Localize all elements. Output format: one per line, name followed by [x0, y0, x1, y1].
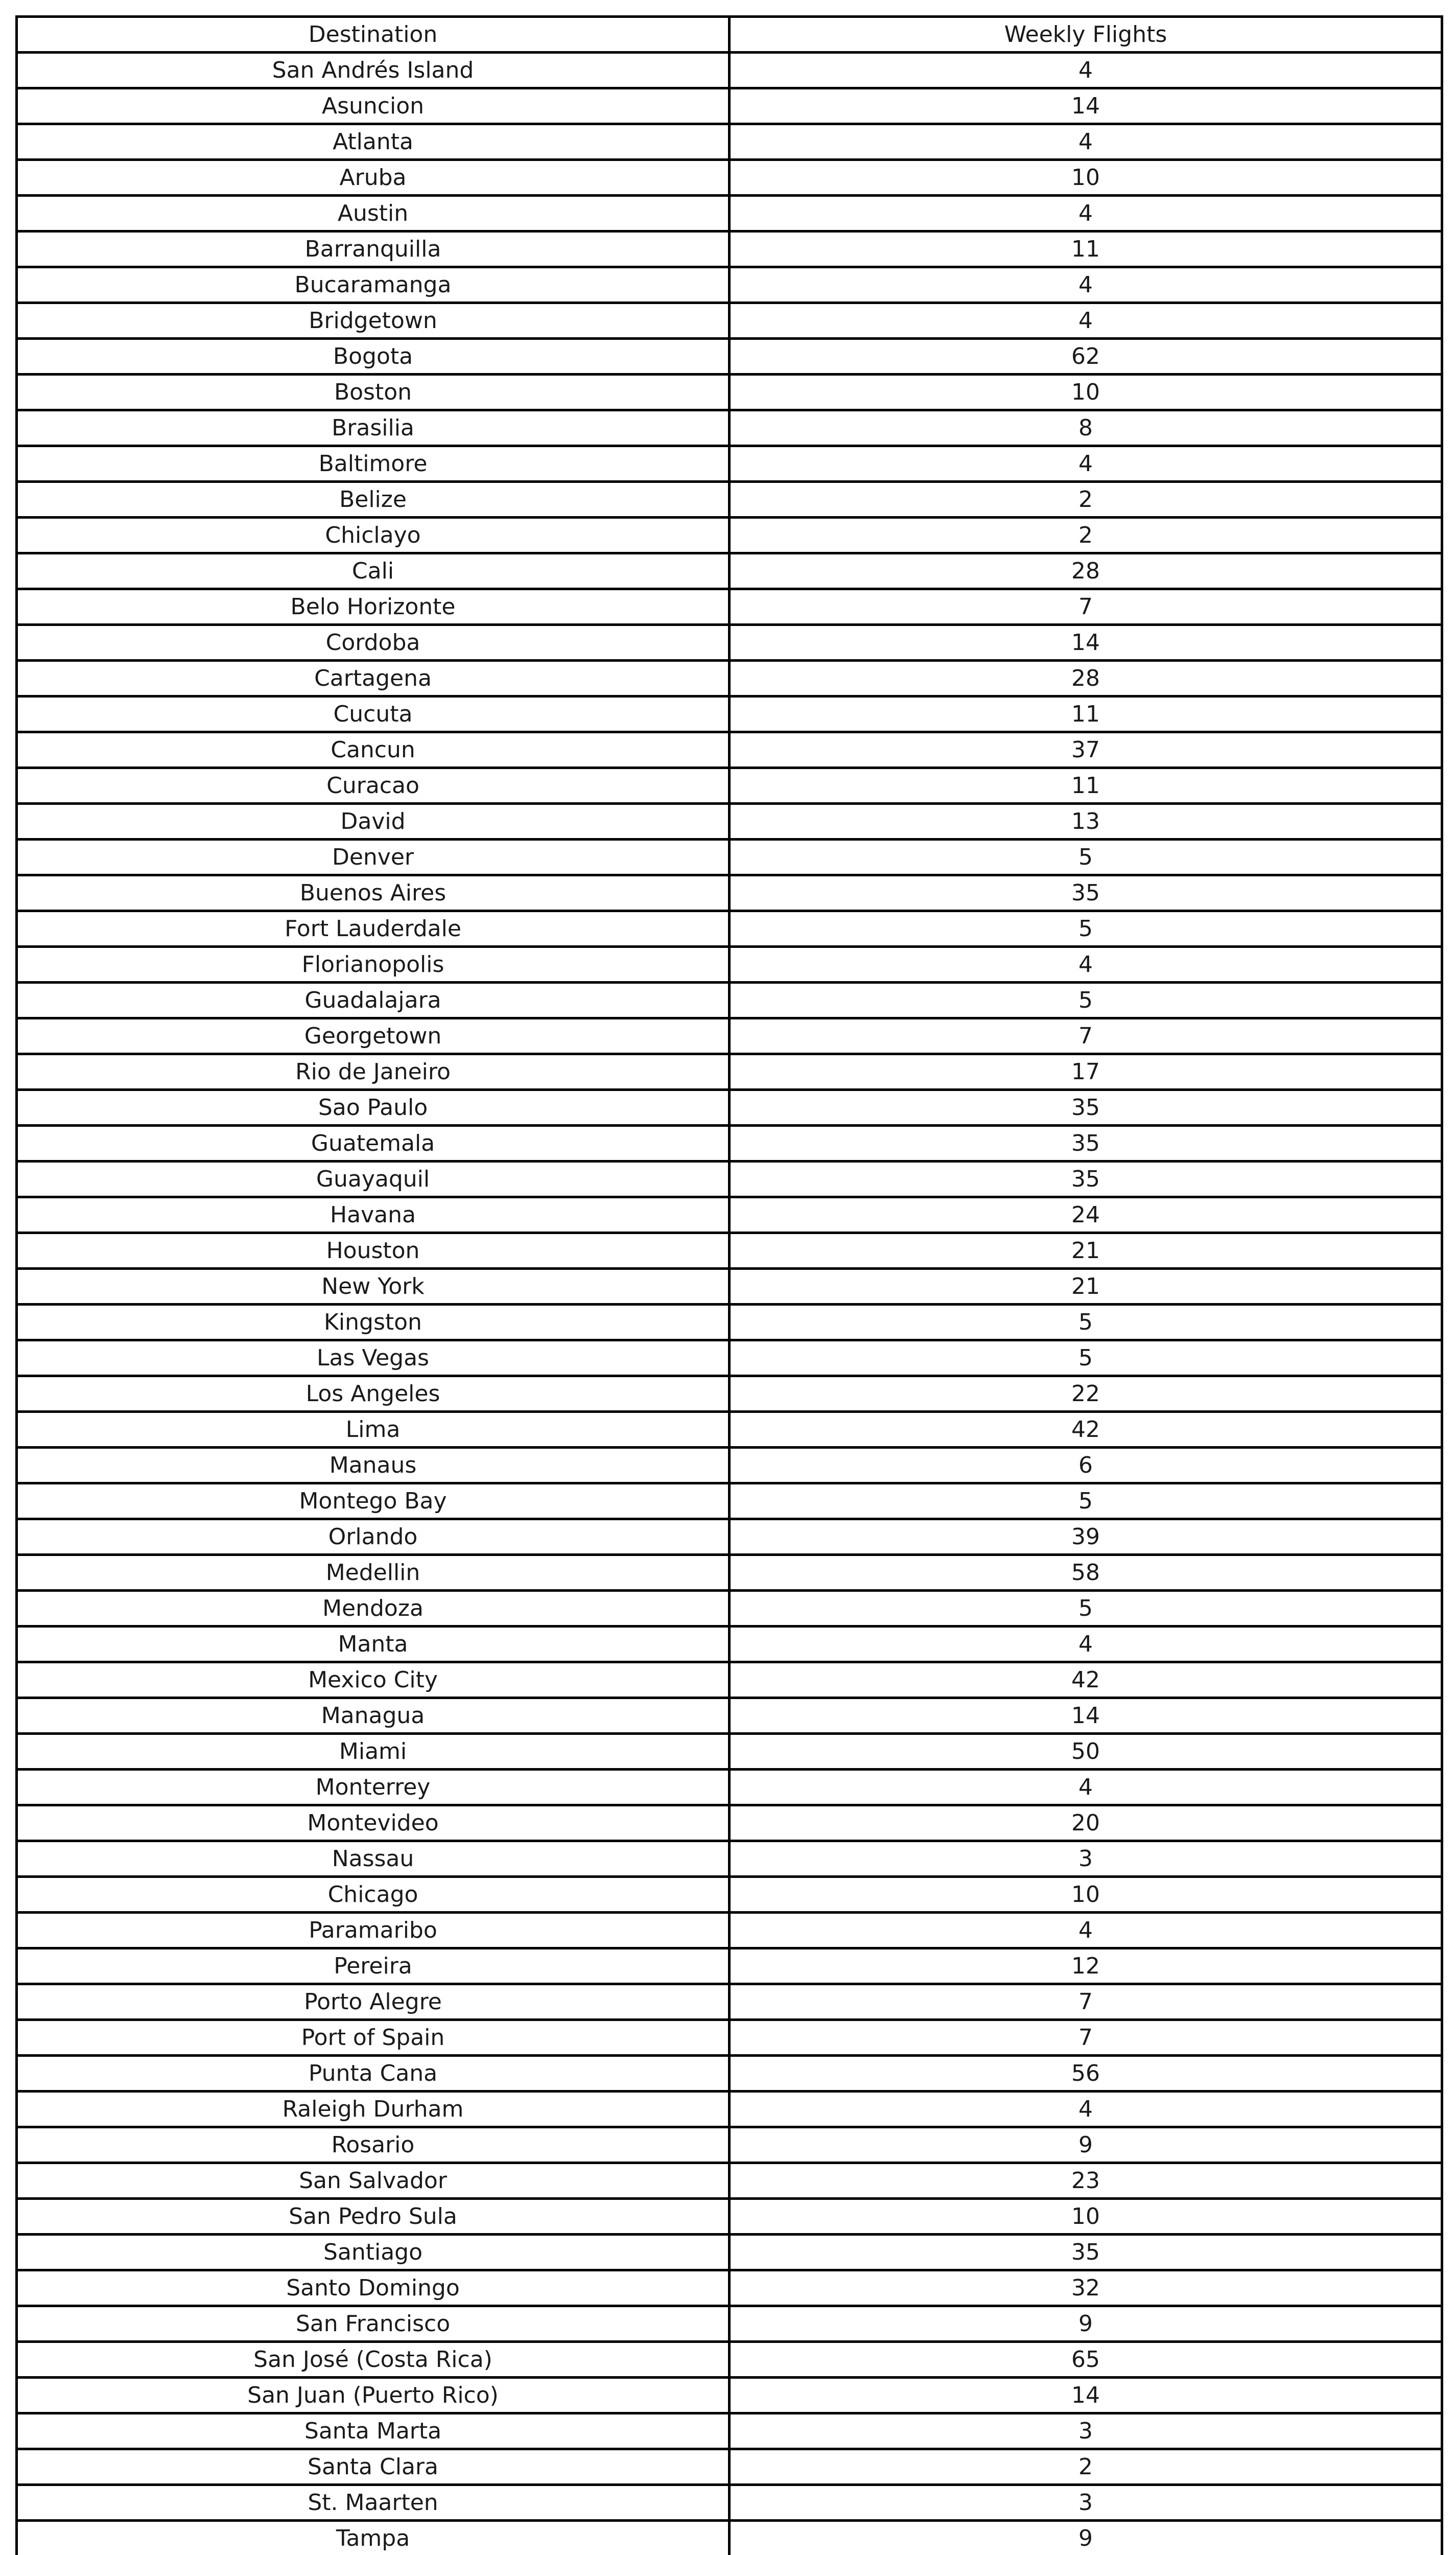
table-row [17, 2270, 1442, 2306]
destination-cell: Santa Clara [17, 2449, 730, 2485]
destination-cell: Raleigh Durham [17, 2092, 730, 2127]
destination-cell: Santiago [17, 2235, 730, 2270]
table-row [17, 1018, 1442, 1054]
destination-cell: Havana [17, 1197, 730, 1233]
destination-cell: Rosario [17, 2127, 730, 2163]
weekly-flights-cell: 22 [730, 1376, 1442, 1412]
destination-cell: Brasilia [17, 410, 730, 446]
destination-cell: Montego Bay [17, 1483, 730, 1519]
table-row [17, 88, 1442, 124]
table-row [17, 1948, 1442, 1984]
column-header-destination: Destination [17, 17, 730, 53]
destination-cell: Rio de Janeiro [17, 1054, 730, 1090]
destination-cell: Punta Cana [17, 2056, 730, 2092]
table-row [17, 53, 1442, 88]
weekly-flights-cell: 5 [730, 983, 1442, 1018]
table-row [17, 983, 1442, 1018]
weekly-flights-cell: 7 [730, 2020, 1442, 2056]
weekly-flights-cell: 3 [730, 2413, 1442, 2449]
weekly-flights-cell: 5 [730, 911, 1442, 947]
table-row [17, 1197, 1442, 1233]
table-row [17, 947, 1442, 983]
destination-cell: Cali [17, 553, 730, 589]
destination-cell: Belo Horizonte [17, 589, 730, 625]
table-row [17, 1662, 1442, 1698]
weekly-flights-cell: 42 [730, 1412, 1442, 1448]
weekly-flights-cell: 11 [730, 768, 1442, 804]
destination-cell: Curacao [17, 768, 730, 804]
weekly-flights-cell: 11 [730, 696, 1442, 732]
table-row [17, 2521, 1442, 2555]
weekly-flights-cell: 10 [730, 1877, 1442, 1913]
table-row [17, 732, 1442, 768]
table-row [17, 2413, 1442, 2449]
destination-cell: Bucaramanga [17, 267, 730, 303]
table-row [17, 410, 1442, 446]
destination-cell: Boston [17, 375, 730, 410]
table-row [17, 1805, 1442, 1841]
table-row [17, 1555, 1442, 1591]
table-row [17, 2306, 1442, 2342]
weekly-flights-cell: 12 [730, 1948, 1442, 1984]
weekly-flights-cell: 37 [730, 732, 1442, 768]
weekly-flights-cell: 42 [730, 1662, 1442, 1698]
table-row [17, 124, 1442, 160]
table-row [17, 804, 1442, 840]
destination-cell: Mexico City [17, 1662, 730, 1698]
weekly-flights-cell: 4 [730, 124, 1442, 160]
table-row [17, 482, 1442, 518]
weekly-flights-cell: 21 [730, 1269, 1442, 1305]
table-row [17, 1519, 1442, 1555]
destination-cell: Asuncion [17, 88, 730, 124]
table-row [17, 840, 1442, 875]
destination-cell: Orlando [17, 1519, 730, 1555]
weekly-flights-cell: 4 [730, 947, 1442, 983]
destination-cell: St. Maarten [17, 2485, 730, 2521]
destination-cell: Port of Spain [17, 2020, 730, 2056]
destination-cell: Cordoba [17, 625, 730, 661]
weekly-flights-cell: 4 [730, 1627, 1442, 1662]
table-row [17, 2056, 1442, 2092]
weekly-flights-cell: 13 [730, 804, 1442, 840]
table-row [17, 2378, 1442, 2413]
destination-cell: New York [17, 1269, 730, 1305]
table-row [17, 1126, 1442, 1162]
weekly-flights-cell: 28 [730, 661, 1442, 696]
table-row [17, 518, 1442, 553]
destination-cell: Baltimore [17, 446, 730, 482]
table-row [17, 1877, 1442, 1913]
weekly-flights-cell: 3 [730, 2485, 1442, 2521]
table-row [17, 1913, 1442, 1948]
table-row [17, 1841, 1442, 1877]
table-row [17, 2020, 1442, 2056]
weekly-flights-cell: 35 [730, 875, 1442, 911]
destination-cell: Atlanta [17, 124, 730, 160]
destination-cell: Santo Domingo [17, 2270, 730, 2306]
weekly-flights-cell: 7 [730, 1984, 1442, 2020]
table-row [17, 196, 1442, 231]
table-row [17, 1340, 1442, 1376]
weekly-flights-cell: 7 [730, 1018, 1442, 1054]
table-row [17, 1591, 1442, 1627]
table-row [17, 1984, 1442, 2020]
table-row [17, 625, 1442, 661]
table-row [17, 446, 1442, 482]
weekly-flights-cell: 35 [730, 1126, 1442, 1162]
weekly-flights-cell: 14 [730, 625, 1442, 661]
weekly-flights-cell: 35 [730, 2235, 1442, 2270]
weekly-flights-cell: 58 [730, 1555, 1442, 1591]
destination-cell: Tampa [17, 2521, 730, 2555]
weekly-flights-cell: 24 [730, 1197, 1442, 1233]
weekly-flights-cell: 65 [730, 2342, 1442, 2378]
weekly-flights-cell: 5 [730, 1305, 1442, 1340]
table-row [17, 1483, 1442, 1519]
destination-cell: Fort Lauderdale [17, 911, 730, 947]
weekly-flights-cell: 4 [730, 446, 1442, 482]
destination-cell: Cucuta [17, 696, 730, 732]
destination-cell: Paramaribo [17, 1913, 730, 1948]
table-row [17, 1233, 1442, 1269]
weekly-flights-cell: 11 [730, 231, 1442, 267]
weekly-flights-cell: 4 [730, 303, 1442, 339]
destination-cell: San Juan (Puerto Rico) [17, 2378, 730, 2413]
destination-cell: San Pedro Sula [17, 2199, 730, 2235]
destination-cell: Mendoza [17, 1591, 730, 1627]
destination-cell: Guadalajara [17, 983, 730, 1018]
weekly-flights-cell: 32 [730, 2270, 1442, 2306]
weekly-flights-cell: 4 [730, 267, 1442, 303]
weekly-flights-cell: 5 [730, 1483, 1442, 1519]
table-row [17, 553, 1442, 589]
weekly-flights-cell: 2 [730, 2449, 1442, 2485]
table-row [17, 1090, 1442, 1126]
weekly-flights-cell: 35 [730, 1090, 1442, 1126]
flight-table [15, 15, 1443, 2555]
weekly-flights-cell: 4 [730, 1913, 1442, 1948]
table-row [17, 2235, 1442, 2270]
table-row [17, 1698, 1442, 1734]
weekly-flights-cell: 23 [730, 2163, 1442, 2199]
destination-cell: Manta [17, 1627, 730, 1662]
weekly-flights-cell: 9 [730, 2127, 1442, 2163]
destination-cell: Managua [17, 1698, 730, 1734]
destination-cell: Bogota [17, 339, 730, 375]
header-row [17, 17, 1442, 53]
weekly-flights-cell: 56 [730, 2056, 1442, 2092]
destination-cell: Bridgetown [17, 303, 730, 339]
destination-cell: Los Angeles [17, 1376, 730, 1412]
destination-cell: Austin [17, 196, 730, 231]
weekly-flights-cell: 10 [730, 375, 1442, 410]
weekly-flights-cell: 5 [730, 840, 1442, 875]
table-row [17, 375, 1442, 410]
destination-cell: Cartagena [17, 661, 730, 696]
destination-cell: Georgetown [17, 1018, 730, 1054]
weekly-flights-cell: 5 [730, 1340, 1442, 1376]
weekly-flights-cell: 10 [730, 2199, 1442, 2235]
weekly-flights-cell: 2 [730, 518, 1442, 553]
table-body [17, 53, 1442, 2555]
weekly-flights-cell: 39 [730, 1519, 1442, 1555]
destination-cell: Medellin [17, 1555, 730, 1591]
weekly-flights-cell: 8 [730, 410, 1442, 446]
weekly-flights-cell: 3 [730, 1841, 1442, 1877]
destination-cell: Lima [17, 1412, 730, 1448]
destination-cell: San Andrés Island [17, 53, 730, 88]
weekly-flights-cell: 14 [730, 1698, 1442, 1734]
weekly-flights-cell: 9 [730, 2521, 1442, 2555]
weekly-flights-cell: 4 [730, 1770, 1442, 1805]
weekly-flights-cell: 5 [730, 1591, 1442, 1627]
destination-cell: Nassau [17, 1841, 730, 1877]
destination-cell: Florianopolis [17, 947, 730, 983]
table-row [17, 1376, 1442, 1412]
table-row [17, 2199, 1442, 2235]
destination-cell: Buenos Aires [17, 875, 730, 911]
table-row [17, 661, 1442, 696]
destination-cell: San Salvador [17, 2163, 730, 2199]
table-row [17, 1734, 1442, 1770]
table-row [17, 160, 1442, 196]
destination-cell: Montevideo [17, 1805, 730, 1841]
table-row [17, 1412, 1442, 1448]
table-row [17, 267, 1442, 303]
weekly-flights-cell: 9 [730, 2306, 1442, 2342]
destination-cell: Manaus [17, 1448, 730, 1483]
destination-cell: Las Vegas [17, 1340, 730, 1376]
weekly-flights-cell: 4 [730, 2092, 1442, 2127]
destination-cell: Denver [17, 840, 730, 875]
table-row [17, 231, 1442, 267]
destination-cell: Chicago [17, 1877, 730, 1913]
table-row [17, 2342, 1442, 2378]
table-row [17, 1448, 1442, 1483]
destination-cell: Sao Paulo [17, 1090, 730, 1126]
table-row [17, 1054, 1442, 1090]
weekly-flights-cell: 4 [730, 53, 1442, 88]
destination-cell: Chiclayo [17, 518, 730, 553]
column-header-weekly-flights: Weekly Flights [730, 17, 1442, 53]
destination-cell: Guatemala [17, 1126, 730, 1162]
destination-cell: Porto Alegre [17, 1984, 730, 2020]
weekly-flights-cell: 20 [730, 1805, 1442, 1841]
table-row [17, 589, 1442, 625]
table-row [17, 1162, 1442, 1197]
table-row [17, 2163, 1442, 2199]
weekly-flights-cell: 28 [730, 553, 1442, 589]
weekly-flights-cell: 35 [730, 1162, 1442, 1197]
table-row [17, 1770, 1442, 1805]
table-row [17, 2449, 1442, 2485]
destination-cell: Santa Marta [17, 2413, 730, 2449]
table-row [17, 303, 1442, 339]
destination-cell: Miami [17, 1734, 730, 1770]
destination-cell: Guayaquil [17, 1162, 730, 1197]
destination-cell: Monterrey [17, 1770, 730, 1805]
table-row [17, 768, 1442, 804]
weekly-flights-cell: 2 [730, 482, 1442, 518]
table-row [17, 1305, 1442, 1340]
weekly-flights-cell: 17 [730, 1054, 1442, 1090]
weekly-flights-cell: 7 [730, 589, 1442, 625]
weekly-flights-cell: 4 [730, 196, 1442, 231]
destination-cell: San Francisco [17, 2306, 730, 2342]
table-row [17, 2127, 1442, 2163]
destination-cell: Belize [17, 482, 730, 518]
table-row [17, 2092, 1442, 2127]
destination-cell: Cancun [17, 732, 730, 768]
weekly-flights-cell: 6 [730, 1448, 1442, 1483]
table-row [17, 696, 1442, 732]
weekly-flights-cell: 14 [730, 88, 1442, 124]
weekly-flights-cell: 10 [730, 160, 1442, 196]
destination-cell: San José (Costa Rica) [17, 2342, 730, 2378]
table-row [17, 1627, 1442, 1662]
destination-cell: Kingston [17, 1305, 730, 1340]
table-row [17, 1269, 1442, 1305]
table-row [17, 911, 1442, 947]
weekly-flights-cell: 50 [730, 1734, 1442, 1770]
destination-cell: Barranquilla [17, 231, 730, 267]
destination-cell: Aruba [17, 160, 730, 196]
table-row [17, 875, 1442, 911]
table-row [17, 2485, 1442, 2521]
weekly-flights-cell: 62 [730, 339, 1442, 375]
weekly-flights-cell: 14 [730, 2378, 1442, 2413]
destination-cell: Pereira [17, 1948, 730, 1984]
table-row [17, 339, 1442, 375]
destination-cell: David [17, 804, 730, 840]
destination-cell: Houston [17, 1233, 730, 1269]
weekly-flights-cell: 21 [730, 1233, 1442, 1269]
